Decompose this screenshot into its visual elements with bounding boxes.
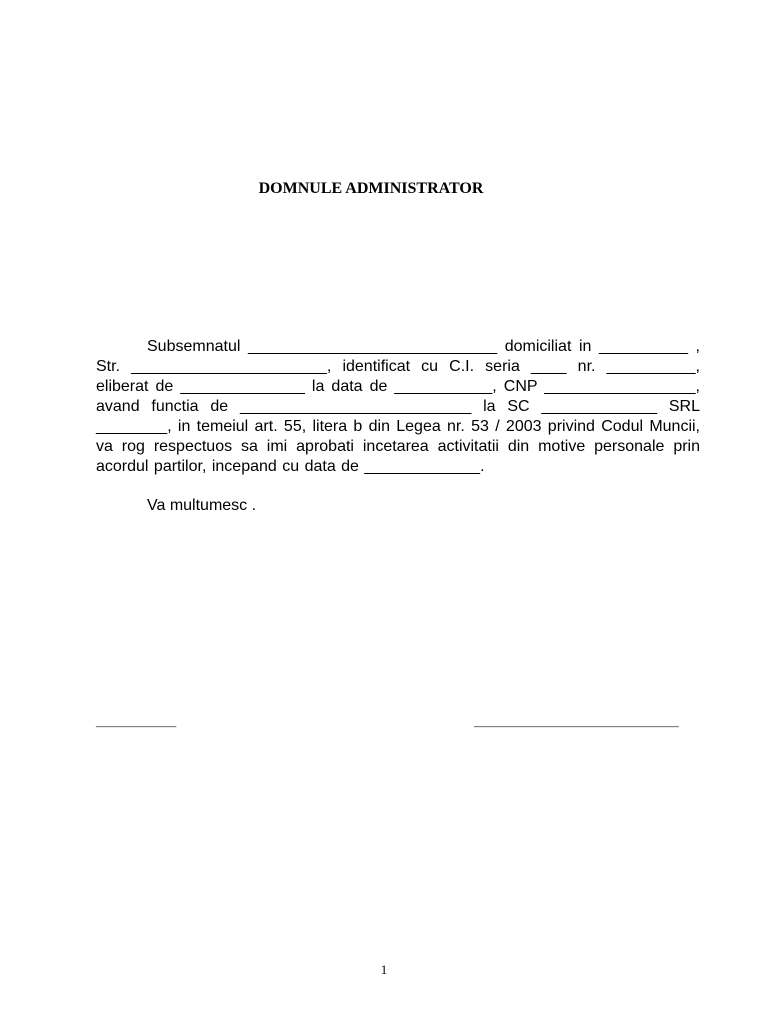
closing-text: Va multumesc .: [147, 497, 257, 514]
request-paragraph: Subsemnatul ____________________________ domiciliat in __________ , Str. ______________________, identificat cu C.I. seria ____ nr. __________, eliberat de ______________ la data de ___________, CNP _________________, avand functia de __________________________ la SC _____________ SRL ________, in temeiul art. 55, litera b din Legea nr. 53 / 2003 privind Codul Muncii, va rog respectuos sa imi aprobati incetarea activitatii din motive personale prin acordul partilor, incepand cu data de _____________.: [96, 338, 700, 475]
document-body: [96, 337, 700, 516]
signature-line: _______________________: [474, 712, 679, 729]
date-line: _________: [96, 712, 177, 729]
page-number: 1: [380, 962, 388, 977]
document-title: DOMNULE ADMINISTRATOR: [258, 180, 484, 197]
